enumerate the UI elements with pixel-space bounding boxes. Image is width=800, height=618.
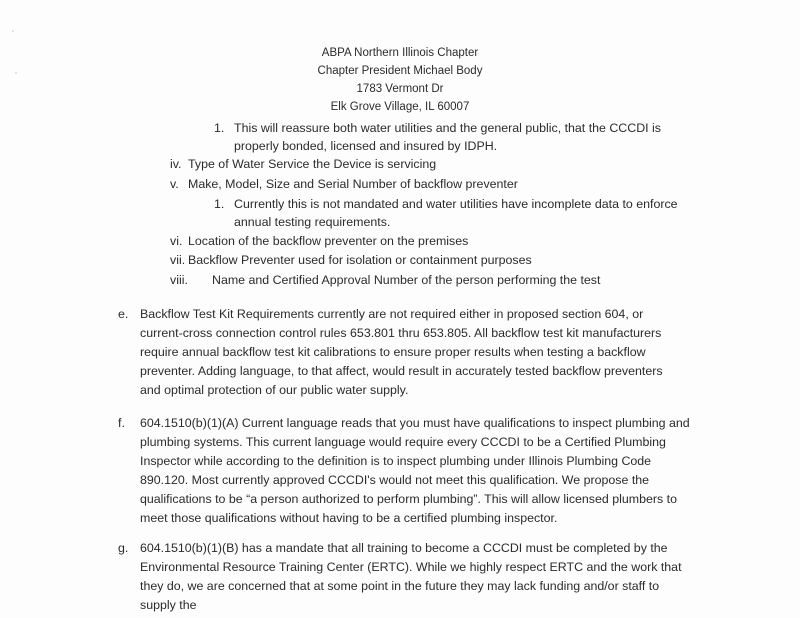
list-item-text: This will reassure both water utilities and the general public, that the CCCDI is bbox=[234, 121, 661, 135]
list-marker: iv. bbox=[170, 157, 182, 171]
header-city: Elk Grove Village, IL 60007 bbox=[330, 101, 470, 113]
list-marker: f. bbox=[118, 416, 125, 430]
paragraph-line: meet those qualifications without having to be a certified plumbing inspector. bbox=[140, 511, 558, 525]
list-marker: viii. bbox=[170, 273, 188, 287]
paragraph-line: Backflow Test Kit Requirements currently are not required either in proposed section 604, or bbox=[140, 307, 644, 321]
header-street: 1783 Vermont Dr bbox=[356, 83, 444, 95]
scan-speck bbox=[12, 30, 14, 32]
list-marker: 1. bbox=[214, 121, 225, 135]
paragraph-line: Environmental Resource Training Center (ERTC). While we highly respect ERTC and the work that bbox=[140, 560, 682, 574]
list-item-text: Make, Model, Size and Serial Number of backflow preventer bbox=[188, 177, 518, 191]
paragraph-line: 604.1510(b)(1)(B) has a mandate that all training to become a CCCDI must be completed by the bbox=[140, 541, 668, 555]
paragraph-line: current-cross connection control rules 653.801 thru 653.805. All backflow test kit manufacturers bbox=[140, 326, 662, 340]
list-item-text: Name and Certified Approval Number of the person performing the test bbox=[212, 273, 601, 287]
paragraph-line: preventer. Adding language, to that affect, would result in accurately tested backflow preventers bbox=[140, 364, 663, 378]
list-marker: g. bbox=[118, 541, 129, 555]
list-marker: v. bbox=[170, 177, 179, 191]
list-item-text: annual testing requirements. bbox=[234, 215, 391, 229]
paragraph-line: 604.1510(b)(1)(A) Current language reads that you must have qualifications to inspect plumbing and bbox=[140, 416, 690, 430]
list-item-text: Location of the backflow preventer on the premises bbox=[188, 234, 469, 248]
paragraph-line: qualifications to be “a person authorized to perform plumbing”. This will allow licensed plumbers to bbox=[140, 492, 677, 506]
list-marker: e. bbox=[118, 307, 129, 321]
paragraph-line: plumbing systems. This current language would require every CCCDI to be a Certified Plumbing bbox=[140, 435, 666, 449]
paragraph-line: 890.120. Most currently approved CCCDI's would not meet this qualification. We propose the bbox=[140, 473, 650, 487]
list-marker: vii. bbox=[170, 253, 186, 267]
list-item-text: properly bonded, licensed and insured by IDPH. bbox=[234, 139, 498, 153]
paragraph-line: Inspector while according to the definition is to inspect plumbing under Illinois Plumbing Code bbox=[140, 454, 652, 468]
header-president: Chapter President Michael Body bbox=[317, 65, 483, 77]
list-marker: 1. bbox=[214, 197, 225, 211]
paragraph-line: they do, we are concerned that at some point in the future they may lack funding and/or staff to bbox=[140, 579, 660, 593]
list-item-text: Currently this is not mandated and water utilities have incomplete data to enforce bbox=[234, 197, 678, 211]
paragraph-line: supply the bbox=[140, 598, 197, 612]
list-marker: vi. bbox=[170, 234, 183, 248]
list-item-text: Type of Water Service the Device is servicing bbox=[188, 157, 437, 171]
list-item-text: Backflow Preventer used for isolation or containment purposes bbox=[188, 253, 532, 267]
paragraph-line: require annual backflow test kit calibrations to ensure proper results when testing a backflow bbox=[140, 345, 646, 359]
paragraph-line: and optimal protection of our public water supply. bbox=[140, 383, 409, 397]
header-org: ABPA Northern Illinois Chapter bbox=[321, 47, 479, 59]
